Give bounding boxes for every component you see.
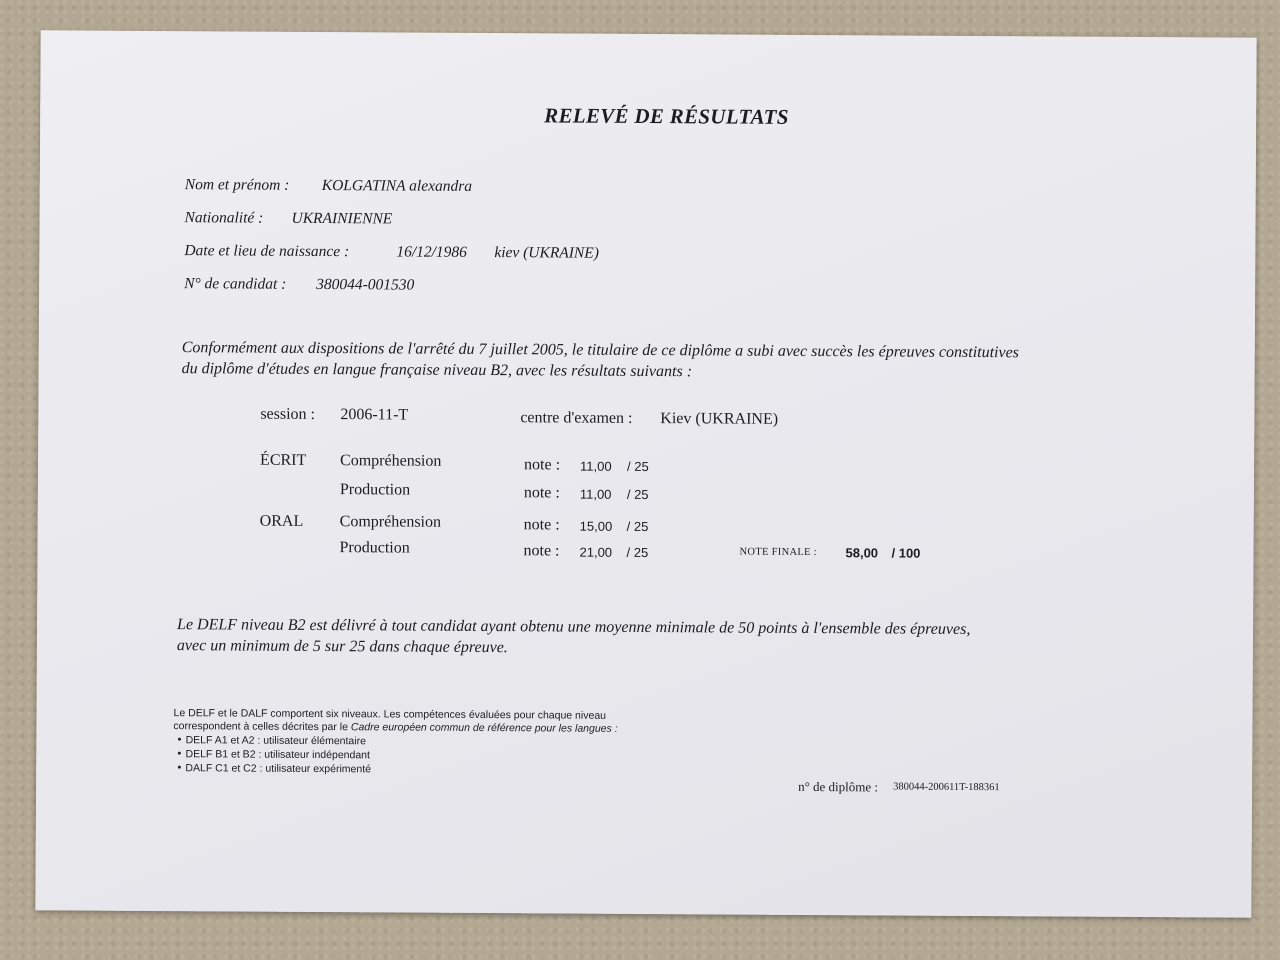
final-score-value: 58,00 bbox=[845, 545, 879, 561]
name-label: Nom et prénom : bbox=[184, 176, 290, 194]
name-value: KOLGATINA alexandra bbox=[321, 177, 473, 195]
section-label: ÉCRIT bbox=[260, 451, 307, 469]
levels-list bbox=[173, 733, 617, 778]
session-value: 2006-11-T bbox=[340, 406, 409, 424]
score-value: 21,00 bbox=[579, 544, 613, 560]
intro-line-2: du diplôme d'études en langue française niveau B2, avec les résultats suivants : bbox=[181, 360, 693, 381]
section-label: ORAL bbox=[259, 512, 304, 530]
note-label: note : bbox=[523, 542, 560, 560]
exam-centre-value: Kiev (UKRAINE) bbox=[660, 410, 779, 428]
diploma-number-value: 380044-200611T-188361 bbox=[893, 781, 1000, 794]
rule-line-2: avec un minimum de 5 sur 25 dans chaque épreuve. bbox=[176, 637, 508, 657]
level-item: ● DELF B1 et B2 : utilisateur indépendant bbox=[177, 747, 617, 764]
levels-note-line-2: correspondent à celles décrites par le Cadre européen commun de référence pour les langues : bbox=[173, 720, 618, 735]
final-score-max: / 100 bbox=[891, 545, 921, 561]
skill-label: Compréhension bbox=[339, 513, 442, 531]
birth-place: kiev (UKRAINE) bbox=[494, 244, 599, 262]
session-label: session : bbox=[260, 405, 316, 423]
level-item: ● DALF C1 et C2 : utilisateur expérimenté bbox=[177, 761, 617, 778]
certificate-sheet bbox=[35, 30, 1256, 917]
note-label: note : bbox=[523, 484, 560, 502]
exam-centre-label: centre d'examen : bbox=[520, 409, 633, 427]
level-item: ● DELF A1 et A2 : utilisateur élémentaire bbox=[177, 733, 617, 750]
score-max: / 25 bbox=[626, 544, 649, 561]
birth-date: 16/12/1986 bbox=[396, 243, 468, 261]
levels-note bbox=[173, 707, 618, 778]
candidate-number: 380044-001530 bbox=[316, 275, 415, 294]
score-value: 15,00 bbox=[579, 518, 613, 534]
skill-label: Production bbox=[339, 539, 410, 557]
birth-label: Date et lieu de naissance : bbox=[184, 242, 350, 261]
note-label: note : bbox=[523, 516, 560, 534]
final-score-label: NOTE FINALE : bbox=[739, 546, 817, 559]
nationality-label: Nationalité : bbox=[184, 209, 264, 227]
score-value: 11,00 bbox=[579, 486, 612, 502]
score-max: / 25 bbox=[626, 486, 649, 503]
levels-note-line-1: Le DELF et le DALF comportent six niveaux. Les compétences évaluées pour chaque niveau bbox=[173, 707, 607, 722]
score-max: / 25 bbox=[627, 458, 649, 475]
skill-label: Compréhension bbox=[340, 452, 442, 470]
diploma-number-label: n° de diplôme : bbox=[798, 778, 879, 795]
document-title: RELEVÉ DE RÉSULTATS bbox=[544, 103, 789, 129]
nationality-value: UKRAINIENNE bbox=[291, 209, 393, 228]
intro-line-1: Conformément aux dispositions de l'arrêté du 7 juillet 2005, le titulaire de ce diplôme a subi avec succès les épreuves constitutives bbox=[181, 339, 1019, 362]
note-label: note : bbox=[524, 456, 561, 474]
score-value: 11,00 bbox=[580, 458, 612, 474]
skill-label: Production bbox=[339, 481, 411, 499]
rule-line-1: Le DELF niveau B2 est délivré à tout candidat ayant obtenu une moyenne minimale de 50 points à l'ensemble des épreuves, bbox=[177, 616, 971, 638]
candidate-label: N° de candidat : bbox=[184, 275, 287, 293]
score-max: / 25 bbox=[626, 518, 649, 535]
